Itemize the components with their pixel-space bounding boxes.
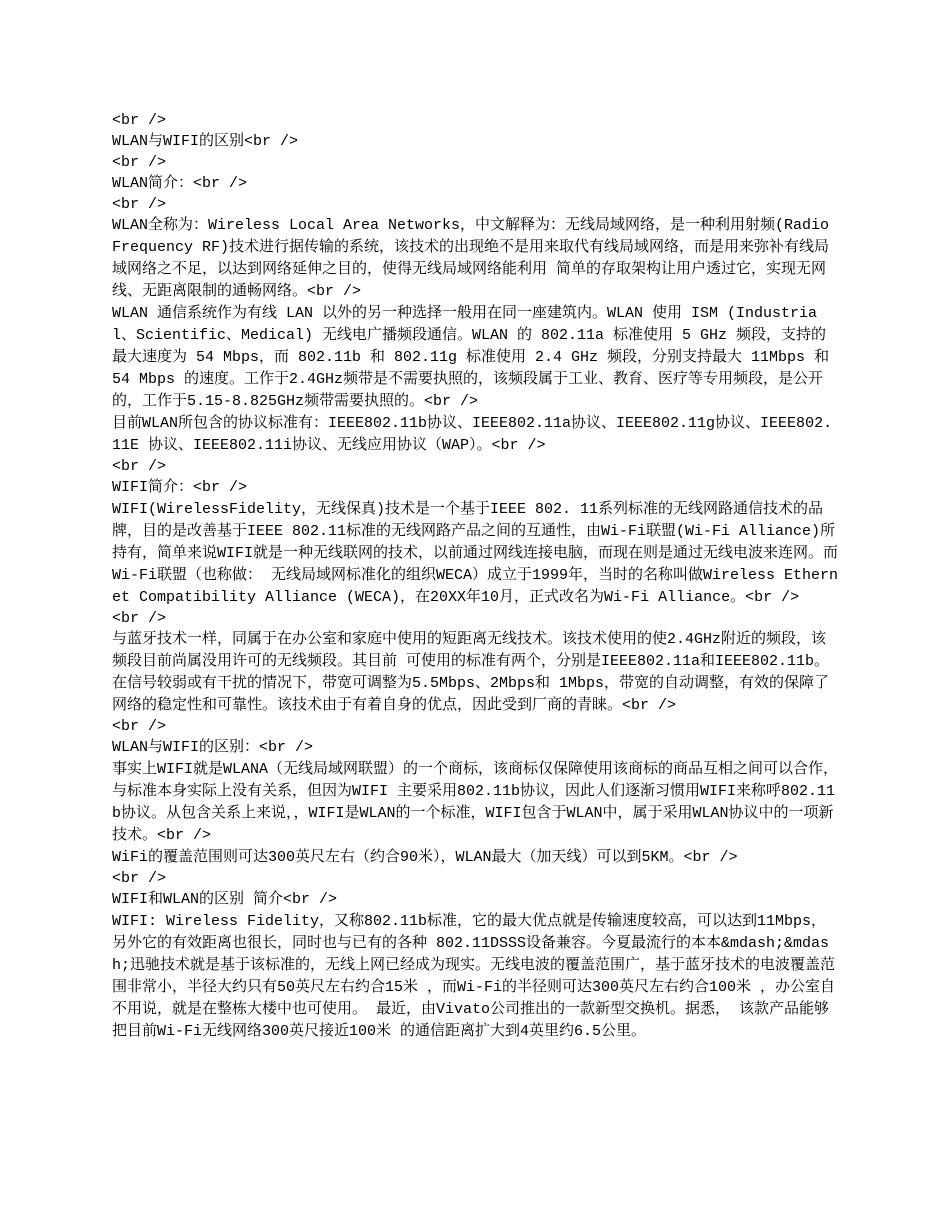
section-heading-difference-brief: WIFI和WLAN的区别 简介<br /> xyxy=(112,891,338,908)
page-heading: WLAN与WIFI的区别<br /> xyxy=(112,133,299,150)
paragraph-difference: 事实上WIFI就是WLANA（无线局域网联盟）的一个商标，该商标仅保障使用该商标的商品互相之间可以合作，与标准本身实际上没有关系，但因为WIFI 主要采用802.11b协议，因此人们逐渐习惯用WIFI来称呼802.11b协议。从包含关系上来说，，WIFI是WLAN的一个标准，WIFI包含于WLAN中，属于采用WLAN协议中的一项新技术。<br /> xyxy=(112,761,839,844)
paragraph-wifi-bluetooth: 与蓝牙技术一样，同属于在办公室和家庭中使用的短距离无线技术。该技术使用的使2.4GHz附近的频段，该频段目前尚属没用许可的无线频段。其目前 可使用的标准有两个，分别是IEEE802.11a和IEEE802.11b。在信号较弱或有干扰的情况下，带宽可调整为5.5Mbps、2Mbps和 1Mbps，带宽的自动调整，有效的保障了网络的稳定性和可靠性。该技术由于有着自身的优点，因此受到厂商的青睐。<br /> xyxy=(112,631,830,714)
paragraph-wifi-fidelity: WIFI: Wireless Fidelity，又称802.11b标准，它的最大优点就是传输速度较高，可以达到11Mbps，另外它的有效距离也很长，同时也与已有的各种 802.11DSSS设备兼容。今夏最流行的本本&mdash;&mdash;迅驰技术就是基于该标准的，无线上网已经成为现实。无线电波的覆盖范围广，基于蓝牙技术的电波覆盖范 围非常小，半径大约只有50英尺左右约合15米 ，而Wi-Fi的半径则可达300英尺左右约合100米 ，办公室自不用说，就是在整栋大楼中也可使用。 最近，由Vivato公司推出的一款新型交换机。据悉， 该款产品能够把目前Wi-Fi无线网络300英尺接近100米 的通信距离扩大到4英里约6.5公里。 xyxy=(112,913,845,1040)
section-heading-wifi-intro: WIFI简介：<br /> xyxy=(112,479,248,496)
text-line: <br /> xyxy=(112,154,167,171)
text-line: <br /> xyxy=(112,610,167,627)
document-body xyxy=(112,111,845,1043)
paragraph-wifi-definition: WIFI(WirelessFidelity，无线保真)技术是一个基于IEEE 802. 11系列标准的无线网路通信技术的品牌，目的是改善基于IEEE 802.11标准的无线网路产品之间的互通性，由Wi-Fi联盟(Wi-Fi Alliance)所持有，简单来说WIFI就是一种无线联网的技术，以前通过网线连接电脑，而现在则是通过无线电波来连网。而Wi-Fi联盟（也称做： 无线局域网标准化的组织WECA）成立于1999年，当时的名称叫做Wireless Ethernet Compatibility Alliance (WECA)，在20XX年10月，正式改名为Wi-Fi Alliance。<br /> xyxy=(112,501,839,606)
section-heading-wlan-intro: WLAN简介：<br /> xyxy=(112,175,248,192)
text-line: <br /> xyxy=(112,718,167,735)
paragraph-wlan-definition: WLAN全称为：Wireless Local Area Networks，中文解释为：无线局域网络，是一种利用射频(Radio Frequency RF)技术进行据传输的系统，该技术的出现绝不是用来取代有线局域网络，而是用来弥补有线局域网络之不足，以达到网络延伸之目的，使得无线局域网络能利用 简单的存取架构让用户透过它，实现无网线、无距离限制的通畅网络。<br /> xyxy=(112,217,839,300)
text-line: <br /> xyxy=(112,112,167,129)
section-heading-difference: WLAN与WIFI的区别：<br /> xyxy=(112,739,314,756)
text-line: <br /> xyxy=(112,870,167,887)
paragraph-wlan-bands: WLAN 通信系统作为有线 LAN 以外的另一种选择一般用在同一座建筑内。WLAN 使用 ISM (Industrial、Scientific、Medical) 无线电广播频段通信。WLAN 的 802.11a 标准使用 5 GHz 频段，支持的最大速度为 54 Mbps，而 802.11b 和 802.11g 标准使用 2.4 GHz 频段，分别支持最大 11Mbps 和 54 Mbps 的速度。工作于2.4GHz频带是不需要执照的，该频段属于工业、教育、医疗等专用频段，是公开的，工作于5.15-8.825GHz频带需要执照的。<br /> xyxy=(112,305,839,410)
text-line: <br /> xyxy=(112,458,167,475)
paragraph-wlan-protocols: 目前WLAN所包含的协议标准有：IEEE802.11b协议、IEEE802.11a协议、IEEE802.11g协议、IEEE802.11E 协议、IEEE802.11i协议、无线应用协议（WAP）。<br /> xyxy=(112,415,833,454)
text-line: <br /> xyxy=(112,196,167,213)
paragraph-coverage: WiFi的覆盖范围则可达300英尺左右（约合90米），WLAN最大（加天线）可以到5KM。<br /> xyxy=(112,849,738,866)
